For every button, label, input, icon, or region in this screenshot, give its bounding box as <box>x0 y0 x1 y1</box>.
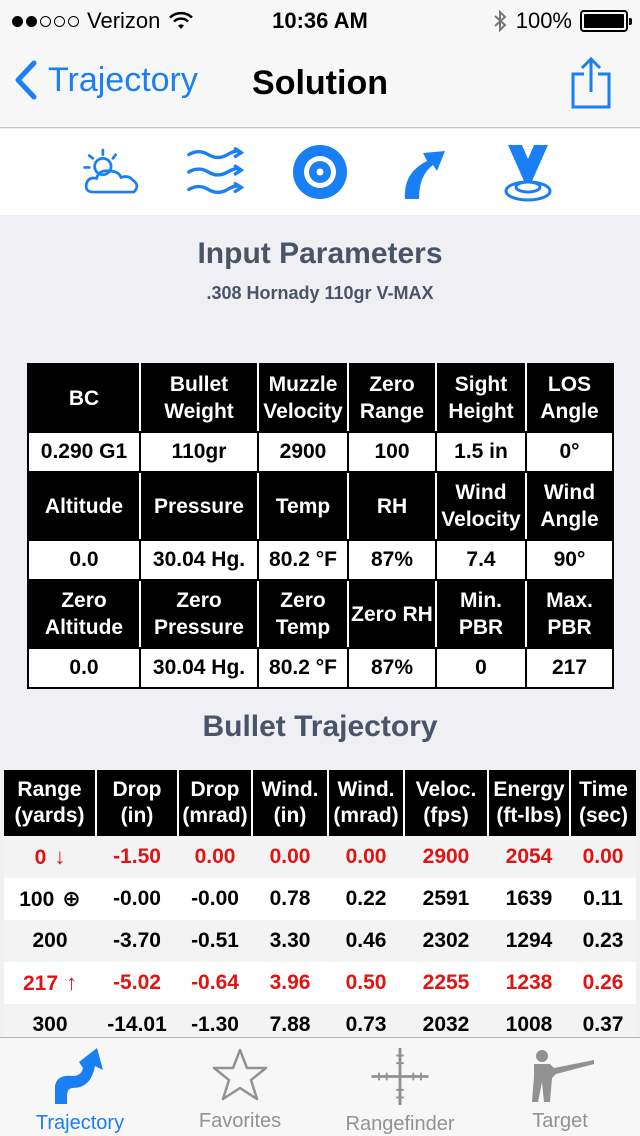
share-button[interactable] <box>570 56 612 115</box>
arrow-down-icon: ↓ <box>54 844 66 869</box>
trajectory-value: 1008 <box>488 1004 570 1037</box>
range-value: 200 <box>32 929 68 952</box>
param-value-row <box>28 432 613 472</box>
input-parameters-title: Input Parameters <box>197 237 443 270</box>
trajectory-value: 2255 <box>404 962 488 1004</box>
trajectory-value: -3.70 <box>96 920 178 962</box>
table-row[interactable] <box>4 962 636 1004</box>
trajectory-value: 1294 <box>488 920 570 962</box>
param-value: 100 <box>348 432 436 472</box>
tab-bar <box>0 1037 640 1136</box>
status-time: 10:36 AM <box>272 8 368 33</box>
trajectory-column-header: Drop (in) <box>96 770 178 836</box>
trajectory-value: 0.11 <box>570 878 636 920</box>
param-header: Zero Temp <box>258 580 348 648</box>
param-header: Muzzle Velocity <box>258 364 348 432</box>
param-value: 2900 <box>258 432 348 472</box>
navigation-bar <box>0 40 640 128</box>
param-header: Zero Range <box>348 364 436 432</box>
impact-button[interactable] <box>497 141 559 203</box>
trajectory-value: -0.00 <box>96 878 178 920</box>
param-header: Bullet Weight <box>140 364 258 432</box>
range-value: 217 <box>22 972 59 995</box>
trajectory-value: -0.00 <box>178 878 252 920</box>
trajectory-header-row <box>4 770 636 836</box>
shooter-icon <box>524 1046 596 1104</box>
ammo-name: .308 Hornady 110gr V-MAX <box>206 283 434 303</box>
impact-icon <box>502 141 554 203</box>
trajectory-value: 0.00 <box>570 836 636 878</box>
trajectory-value: 0.00 <box>252 836 328 878</box>
back-button-label: Trajectory <box>48 60 198 99</box>
param-header: Zero Pressure <box>140 580 258 648</box>
param-value: 0.0 <box>28 648 140 688</box>
tab-rangefinder[interactable] <box>320 1038 480 1136</box>
trajectory-value: 0.00 <box>328 836 404 878</box>
trajectory-value: 0.73 <box>328 1004 404 1037</box>
table-row[interactable] <box>4 836 636 878</box>
param-value: 87% <box>348 648 436 688</box>
param-header: BC <box>28 364 140 432</box>
trajectory-value: 1639 <box>488 878 570 920</box>
param-value: 7.4 <box>436 540 526 580</box>
trajectory-column-header: Wind. (mrad) <box>328 770 404 836</box>
param-header: Zero RH <box>348 580 436 648</box>
trajectory-value: 0.46 <box>328 920 404 962</box>
range-cell <box>4 836 96 878</box>
param-value: 0 <box>436 648 526 688</box>
trajectory-value: -1.50 <box>96 836 178 878</box>
trajectory-tab-icon <box>51 1046 109 1106</box>
zero-crosshair-icon: ⊕ <box>62 886 81 911</box>
trajectory-column-header: Range (yards) <box>4 770 96 836</box>
trajectory-button[interactable] <box>393 141 455 203</box>
param-header: LOS Angle <box>526 364 613 432</box>
weather-button[interactable] <box>81 141 143 203</box>
range-value: 100 <box>19 888 55 911</box>
param-value: 90° <box>526 540 613 580</box>
param-header-row <box>28 472 613 540</box>
share-icon <box>570 56 612 110</box>
trajectory-column-header: Energy (ft-lbs) <box>488 770 570 836</box>
range-cell <box>4 1004 96 1037</box>
status-bar <box>0 0 640 40</box>
range-cell <box>4 878 96 920</box>
input-parameters-table <box>27 363 614 689</box>
param-value-row <box>28 540 613 580</box>
trajectory-value: 0.50 <box>328 962 404 1004</box>
tab-target[interactable] <box>480 1038 640 1136</box>
param-value: 0.290 G1 <box>28 432 140 472</box>
trajectory-value: -1.30 <box>178 1004 252 1037</box>
trajectory-value: 0.37 <box>570 1004 636 1037</box>
trajectory-value: 0.22 <box>328 878 404 920</box>
tab-label: Target <box>532 1110 588 1132</box>
range-cell <box>4 920 96 962</box>
bluetooth-icon <box>492 9 508 33</box>
carrier-name: Verizon <box>87 8 161 33</box>
arrow-up-icon: ↑ <box>66 970 78 995</box>
trajectory-value: 3.30 <box>252 920 328 962</box>
trajectory-column-header: Wind. (in) <box>252 770 328 836</box>
trajectory-arrow-icon <box>399 143 449 201</box>
param-value: 0.0 <box>28 540 140 580</box>
param-value-row <box>28 648 613 688</box>
trajectory-value: 0.78 <box>252 878 328 920</box>
param-header: Wind Velocity <box>436 472 526 540</box>
battery-percent: 100% <box>515 8 572 33</box>
wind-icon <box>185 142 247 202</box>
param-header-row <box>28 580 613 648</box>
trajectory-value: 2032 <box>404 1004 488 1037</box>
param-header: Min. PBR <box>436 580 526 648</box>
param-value: 87% <box>348 540 436 580</box>
page-title: Solution <box>252 64 388 102</box>
param-header: Wind Angle <box>526 472 613 540</box>
trajectory-value: 2900 <box>404 836 488 878</box>
trajectory-value: -0.64 <box>178 962 252 1004</box>
param-value: 110gr <box>140 432 258 472</box>
trajectory-value: 0.00 <box>178 836 252 878</box>
param-header: Sight Height <box>436 364 526 432</box>
trajectory-column-header: Time (sec) <box>570 770 636 836</box>
trajectory-value: 2591 <box>404 878 488 920</box>
table-row[interactable] <box>4 878 636 920</box>
trajectory-value: -0.51 <box>178 920 252 962</box>
range-cell <box>4 962 96 1004</box>
param-value: 0° <box>526 432 613 472</box>
param-value: 30.04 Hg. <box>140 540 258 580</box>
tab-label: Favorites <box>198 1110 282 1132</box>
trajectory-value: 2302 <box>404 920 488 962</box>
trajectory-column-header: Drop (mrad) <box>178 770 252 836</box>
param-header: Pressure <box>140 472 258 540</box>
param-value: 80.2 °F <box>258 540 348 580</box>
param-header: Max. PBR <box>526 580 613 648</box>
param-header: Altitude <box>28 472 140 540</box>
crosshair-icon <box>368 1046 432 1107</box>
tab-label: Trajectory <box>35 1112 125 1134</box>
trajectory-header <box>0 710 640 744</box>
trajectory-value: -5.02 <box>96 962 178 1004</box>
param-header: Temp <box>258 472 348 540</box>
param-value: 1.5 in <box>436 432 526 472</box>
target-button[interactable] <box>289 141 351 203</box>
target-icon <box>291 143 349 201</box>
table-row[interactable] <box>4 1004 636 1037</box>
battery-icon <box>580 10 628 32</box>
solution-scroll-view[interactable] <box>0 215 640 1037</box>
range-value: 0 <box>34 846 47 869</box>
status-right <box>492 8 628 34</box>
table-row[interactable] <box>4 920 636 962</box>
param-header: Zero Altitude <box>28 580 140 648</box>
trajectory-table <box>4 770 636 1037</box>
bullet-trajectory-title: Bullet Trajectory <box>202 710 438 743</box>
param-value: 80.2 °F <box>258 648 348 688</box>
param-value: 217 <box>526 648 613 688</box>
param-header: RH <box>348 472 436 540</box>
tab-favorites[interactable] <box>160 1038 320 1136</box>
trajectory-value: 2054 <box>488 836 570 878</box>
trajectory-value: 1238 <box>488 962 570 1004</box>
tab-trajectory[interactable] <box>0 1038 160 1136</box>
trajectory-value: 3.96 <box>252 962 328 1004</box>
trajectory-value: 0.23 <box>570 920 636 962</box>
trajectory-value: -14.01 <box>96 1004 178 1037</box>
trajectory-value: 0.26 <box>570 962 636 1004</box>
star-icon <box>211 1046 269 1104</box>
range-value: 300 <box>32 1013 68 1036</box>
weather-icon <box>81 144 143 200</box>
tab-label: Rangefinder <box>345 1113 455 1135</box>
param-value: 30.04 Hg. <box>140 648 258 688</box>
trajectory-value: 7.88 <box>252 1004 328 1037</box>
input-header <box>0 237 640 304</box>
param-header-row <box>28 364 613 432</box>
trajectory-column-header: Veloc. (fps) <box>404 770 488 836</box>
tool-bar <box>0 129 640 215</box>
wind-button[interactable] <box>185 141 247 203</box>
